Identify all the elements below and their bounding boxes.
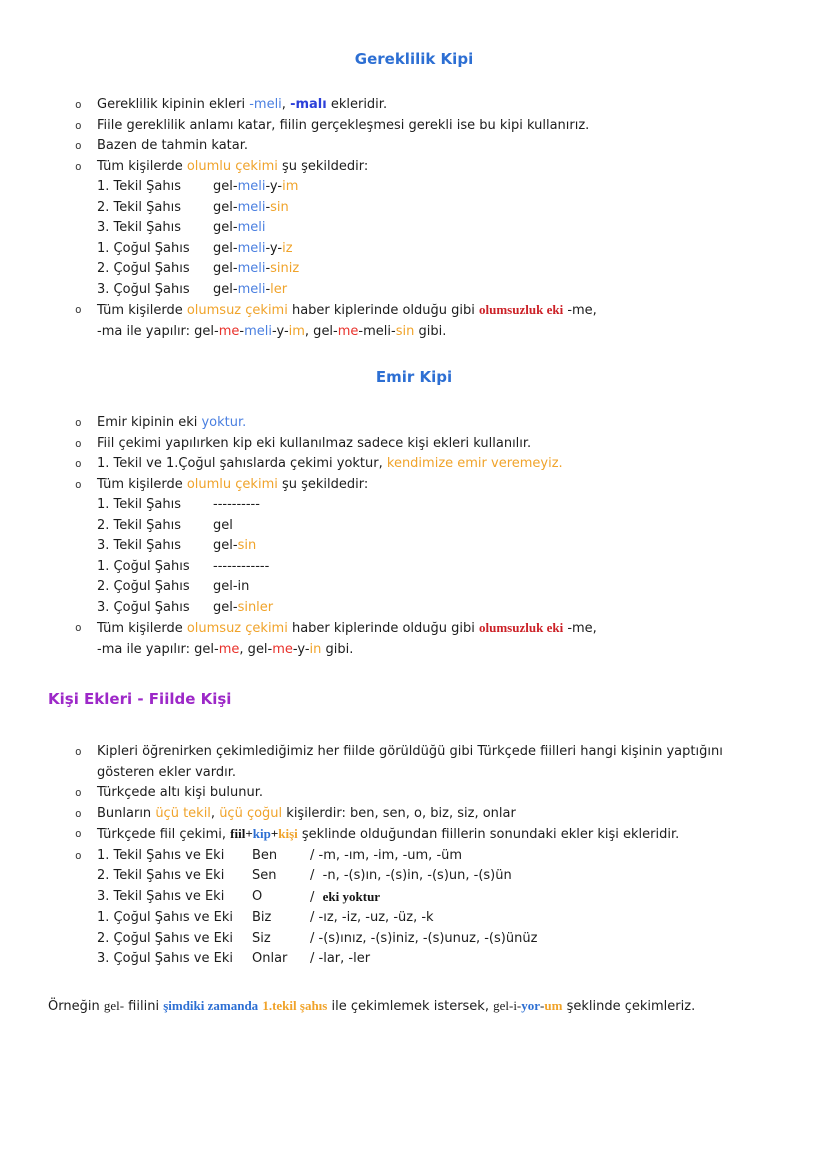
conjugation-row: [97, 516, 780, 537]
bullet-item: [48, 413, 780, 434]
text-run: gibi.: [414, 323, 447, 339]
text-line: [97, 742, 780, 763]
person-label: 1. Çoğul Şahıs: [97, 240, 190, 256]
bullet-text: [97, 116, 780, 137]
person-label: 2. Çoğul Şahıs: [97, 579, 190, 594]
text-run: kişilerdir: ben, sen, o, biz, siz, onlar: [282, 805, 516, 821]
bullet-marker: o: [75, 477, 82, 491]
bullet-item: [48, 475, 780, 496]
verb-form: [213, 598, 273, 619]
verb-form: [213, 198, 289, 219]
text-run: meli: [237, 281, 266, 297]
bullet-marker: o: [75, 786, 82, 799]
person-label: 3. Çoğul Şahıs ve Eki: [97, 951, 233, 966]
person-label: 2. Tekil Şahıs: [97, 517, 181, 533]
text-run: +: [245, 826, 253, 841]
bullet-item: [48, 454, 780, 475]
text-run: Türkçede fiil çekimi,: [97, 827, 231, 842]
text-run: +: [270, 826, 279, 841]
text-run: şeklinde olduğundan fiillerin sonundaki ekler kişi ekleridir.: [297, 827, 680, 842]
bullet-item: [48, 824, 780, 846]
conjugation-row: [97, 557, 780, 578]
text-run: me: [218, 323, 240, 339]
text-line: [97, 322, 780, 343]
text-run: -ma ile yapılır: gel-: [97, 323, 219, 339]
text-run: gösteren ekler vardır.: [97, 764, 237, 780]
text-run: Fiil çekimi yapılırken kip eki kullanılmaz sadece kişi ekleri kullanılır.: [97, 435, 532, 451]
text-run: meli: [237, 240, 266, 256]
text-run: /: [310, 889, 323, 905]
text-run: olumlu çekimi: [186, 476, 278, 492]
text-run: ------------: [213, 558, 270, 574]
text-run: ,: [210, 805, 220, 821]
text-run: ile çekimlemek istersek,: [327, 998, 494, 1014]
text-run: gel-: [213, 538, 238, 553]
person-label: 2. Tekil Şahıs ve Eki: [97, 868, 225, 883]
conjugation-row: [97, 577, 780, 598]
conjugation-row: [97, 198, 780, 219]
text-run: -y-: [292, 641, 310, 657]
suffix-list: [310, 949, 370, 970]
verb-form: [213, 577, 249, 598]
bullet-text: [97, 434, 780, 455]
text-run: Bunların: [97, 805, 156, 821]
text-run: / -lar, -ler: [310, 951, 371, 966]
text-run: -: [265, 199, 271, 215]
text-run: -meli-: [358, 323, 396, 339]
verb-form: [213, 177, 298, 198]
text-run: siniz: [270, 261, 300, 276]
text-line: [97, 804, 780, 825]
text-run: / -ız, -iz, -uz, -üz, -k: [310, 910, 434, 925]
text-run: Emir kipinin eki: [97, 415, 202, 430]
text-line: [97, 116, 780, 137]
text-run: gel-in: [213, 579, 250, 594]
bullet-marker: o: [75, 806, 82, 820]
text-run: olumsuzluk eki: [479, 620, 564, 635]
person-label: 1. Çoğul Şahıs ve Eki: [97, 910, 233, 925]
bullet-text: [97, 300, 780, 342]
text-run: in: [309, 641, 322, 657]
bullet-marker: o: [75, 98, 82, 111]
suffix-list: [310, 846, 462, 867]
bullet-text: [97, 804, 780, 825]
gereklilik-bullet-list: [48, 95, 780, 177]
person-suffix-row: [48, 908, 780, 929]
text-run: ekleridir.: [326, 97, 388, 112]
bullet-text: [97, 783, 780, 804]
bullet-marker: o: [75, 621, 82, 634]
text-run: yoktur.: [201, 415, 247, 430]
text-line: [97, 454, 780, 475]
person-label: 3. Tekil Şahıs ve Eki: [97, 888, 225, 904]
text-run: gel-: [213, 220, 238, 235]
person-label: 2. Çoğul Şahıs ve Eki: [97, 930, 233, 946]
text-run: me: [272, 641, 293, 657]
text-run: , gel-: [239, 641, 273, 657]
verb-form: [213, 516, 233, 537]
bullet-item: [48, 783, 780, 804]
text-run: kişi: [278, 826, 298, 841]
gereklilik-olumsuz-bullet: [48, 300, 780, 342]
text-run: ,: [281, 97, 291, 112]
text-run: -ma ile yapılır: gel-: [97, 641, 219, 657]
text-run: me: [337, 323, 359, 339]
pronoun: Sen: [252, 868, 277, 883]
text-run: Tüm kişilerde: [97, 158, 187, 174]
bullet-item: [48, 116, 780, 137]
bullet-marker: o: [75, 848, 82, 862]
text-line: [97, 640, 780, 661]
conjugation-row: [97, 536, 780, 557]
text-run: ler: [270, 281, 288, 297]
text-run: , gel-: [304, 323, 338, 339]
text-line: [97, 413, 780, 434]
section-title-emir-kipi: Emir Kipi: [375, 368, 453, 386]
gereklilik-conjugation-table: [97, 177, 780, 300]
bullet-text: [97, 475, 780, 496]
text-line: [97, 824, 780, 846]
bullet-item: [48, 434, 780, 455]
text-run: Gereklilik kipinin ekleri: [97, 97, 250, 112]
suffix-list: [310, 887, 380, 909]
text-run: gel-: [213, 199, 238, 215]
conjugation-row: [97, 177, 780, 198]
text-run: / -n, -(s)ın, -(s)in, -(s)un, -(s)ün: [310, 868, 512, 883]
person-label: 1. Çoğul Şahıs: [97, 558, 190, 574]
person-label: 1. Tekil Şahıs: [97, 497, 181, 512]
text-run: fiil: [230, 826, 246, 841]
text-run: gel-: [213, 599, 238, 615]
text-run: -: [265, 281, 271, 297]
text-line: [97, 95, 780, 116]
text-line: [97, 763, 780, 784]
text-run: Tüm kişilerde: [97, 621, 187, 636]
bullet-text: [97, 824, 780, 846]
text-line: [97, 783, 780, 804]
text-run: meli: [237, 199, 266, 215]
text-run: gel-i-: [493, 997, 522, 1013]
conjugation-row: [97, 280, 780, 301]
text-run: fiilini: [124, 998, 164, 1014]
text-run: yor: [521, 997, 541, 1013]
conjugation-row: [97, 239, 780, 260]
text-run: kip: [252, 826, 271, 841]
text-run: -: [540, 997, 545, 1013]
verb-form: [213, 259, 299, 280]
text-run: Tüm kişilerde: [97, 476, 187, 492]
text-run: gel: [213, 517, 233, 533]
bullet-item: [48, 300, 780, 342]
text-run: Tüm kişilerde: [97, 303, 187, 318]
person-suffix-row: [48, 866, 780, 887]
text-run: gel-: [213, 240, 238, 256]
emir-bullet-list: [48, 413, 780, 495]
text-run: gibi.: [321, 641, 354, 657]
bullet-marker: o: [75, 745, 82, 758]
text-line: [97, 300, 780, 322]
conjugation-row: [97, 495, 780, 516]
bullet-marker: o: [75, 827, 82, 840]
text-line: [97, 475, 780, 496]
text-run: meli: [237, 261, 266, 276]
text-line: [97, 434, 780, 455]
bullet-text: [97, 454, 780, 475]
text-run: üçü tekil: [155, 805, 211, 821]
verb-form: [213, 218, 265, 239]
text-run: sin: [395, 323, 415, 339]
kisi-ekleri-bullet-list: [48, 742, 780, 846]
bullet-item: [48, 157, 780, 178]
text-run: olumsuzluk eki: [479, 302, 564, 317]
pronoun: Biz: [252, 910, 272, 925]
text-run: -malı: [290, 97, 327, 112]
verb-form: [213, 239, 293, 260]
person-label: 2. Çoğul Şahıs: [97, 261, 190, 276]
text-run: şimdiki zamanda: [163, 997, 259, 1013]
suffix-list: [310, 908, 434, 929]
text-run: -: [239, 323, 245, 339]
suffix-list: [310, 929, 537, 950]
text-run: gel-: [213, 261, 238, 276]
text-run: olumsuz çekimi: [186, 303, 288, 318]
text-run: Türkçede altı kişi bulunur.: [97, 785, 263, 800]
text-run: / -m, -ım, -im, -um, -üm: [310, 847, 463, 863]
person-label: 3. Çoğul Şahıs: [97, 599, 190, 615]
bullet-text: [97, 618, 780, 660]
text-run: üçü çoğul: [219, 805, 283, 821]
conjugation-row: [97, 598, 780, 619]
text-run: -me,: [563, 621, 597, 636]
text-run: ----------: [213, 497, 260, 512]
text-run: sin: [237, 538, 257, 553]
bullet-marker: o: [75, 416, 82, 429]
bullet-marker: o: [75, 303, 82, 316]
bullet-item: [48, 136, 780, 157]
bullet-text: [97, 95, 780, 116]
section-title-gereklilik-kipi: Gereklilik Kipi: [354, 50, 474, 68]
text-run: -y-: [265, 240, 283, 256]
verb-form: [213, 495, 260, 516]
person-suffix-row: [48, 887, 780, 909]
text-run: 1. Tekil ve 1.Çoğul şahıslarda çekimi yoktur,: [97, 456, 387, 471]
text-run: haber kiplerinde olduğu gibi: [287, 621, 480, 636]
text-run: sinler: [237, 599, 274, 615]
suffix-list: [310, 866, 512, 887]
text-run: Kipleri öğrenirken çekimlediğimiz her fiilde görüldüğü gibi Türkçede fiilleri hangi kişinin yaptığını: [97, 744, 723, 759]
emir-olumsuz-bullet: [48, 618, 780, 660]
text-run: -y-: [272, 323, 289, 339]
text-run: gel-: [103, 997, 125, 1013]
text-line: [97, 136, 780, 157]
text-run: eki yoktur: [322, 888, 381, 904]
bullet-text: [97, 157, 780, 178]
text-run: gel-: [213, 281, 238, 297]
bullet-marker: o: [75, 159, 82, 173]
text-run: olumsuz çekimi: [186, 621, 288, 636]
verb-form: [213, 557, 269, 578]
conjugation-row: [97, 259, 780, 280]
bullet-text: [97, 742, 780, 783]
bullet-text: [97, 136, 780, 157]
text-run: -: [265, 261, 271, 276]
bullet-marker: o: [75, 118, 82, 132]
text-run: meli: [244, 323, 273, 339]
section-title-kisi-ekleri: Kişi Ekleri - Fiilde Kişi: [48, 690, 232, 708]
text-run: sin: [270, 199, 289, 215]
person-label: 2. Tekil Şahıs: [97, 199, 181, 215]
text-run: / -(s)ınız, -(s)iniz, -(s)unuz, -(s)ünüz: [310, 930, 538, 946]
pronoun: Ben: [252, 847, 278, 863]
person-label: 3. Tekil Şahıs: [97, 220, 181, 235]
text-run: kendimize emir veremeyiz.: [386, 456, 563, 471]
person-suffix-row: [48, 846, 780, 867]
emir-conjugation-table: [97, 495, 780, 618]
text-run: im: [282, 179, 299, 194]
person-label: 3. Çoğul Şahıs: [97, 281, 190, 297]
bullet-item: [48, 742, 780, 783]
conjugation-row: [97, 218, 780, 239]
text-run: haber kiplerinde olduğu gibi: [287, 303, 480, 318]
text-run: meli: [237, 179, 266, 194]
text-run: şu şekildedir:: [277, 158, 369, 174]
text-run: im: [288, 323, 305, 339]
bullet-item: [48, 95, 780, 116]
person-label: 1. Tekil Şahıs: [97, 179, 181, 194]
text-run: şeklinde çekimleriz.: [562, 998, 696, 1014]
text-run: Bazen de tahmin katar.: [97, 138, 249, 153]
pronoun: Onlar: [252, 951, 288, 966]
person-label: 3. Tekil Şahıs: [97, 538, 181, 553]
person-label: 1. Tekil Şahıs ve Eki: [97, 847, 225, 863]
pronoun: O: [252, 888, 263, 904]
text-run: meli: [237, 220, 266, 235]
text-run: -y-: [265, 179, 283, 194]
text-run: Örneğin: [48, 998, 104, 1014]
ornek-paragraph: [48, 996, 780, 1018]
text-run: 1.tekil şahıs: [262, 997, 328, 1013]
text-line: [97, 157, 780, 178]
text-run: um: [544, 997, 563, 1013]
text-run: gel-: [213, 179, 238, 194]
text-run: -meli: [249, 97, 282, 112]
bullet-marker: o: [75, 139, 82, 152]
text-run: şu şekildedir:: [277, 476, 369, 492]
verb-form: [213, 280, 287, 301]
bullet-item: [48, 618, 780, 660]
text-run: iz: [282, 240, 293, 256]
pronoun: Siz: [252, 930, 271, 946]
text-run: me: [218, 641, 240, 657]
bullet-marker: o: [75, 436, 82, 450]
text-line: [97, 618, 780, 640]
bullet-text: [97, 413, 780, 434]
person-suffix-row: [48, 929, 780, 950]
bullet-item: [48, 804, 780, 825]
person-suffix-row: [48, 949, 780, 970]
text-run: -me,: [563, 303, 597, 318]
text-run: olumlu çekimi: [186, 158, 278, 174]
verb-form: [213, 536, 256, 557]
text-run: Fiile gereklilik anlamı katar, fiilin gerçekleşmesi gerekli ise bu kipi kullanırız.: [97, 117, 590, 133]
bullet-marker: o: [75, 457, 82, 470]
person-suffix-table: [48, 846, 780, 970]
